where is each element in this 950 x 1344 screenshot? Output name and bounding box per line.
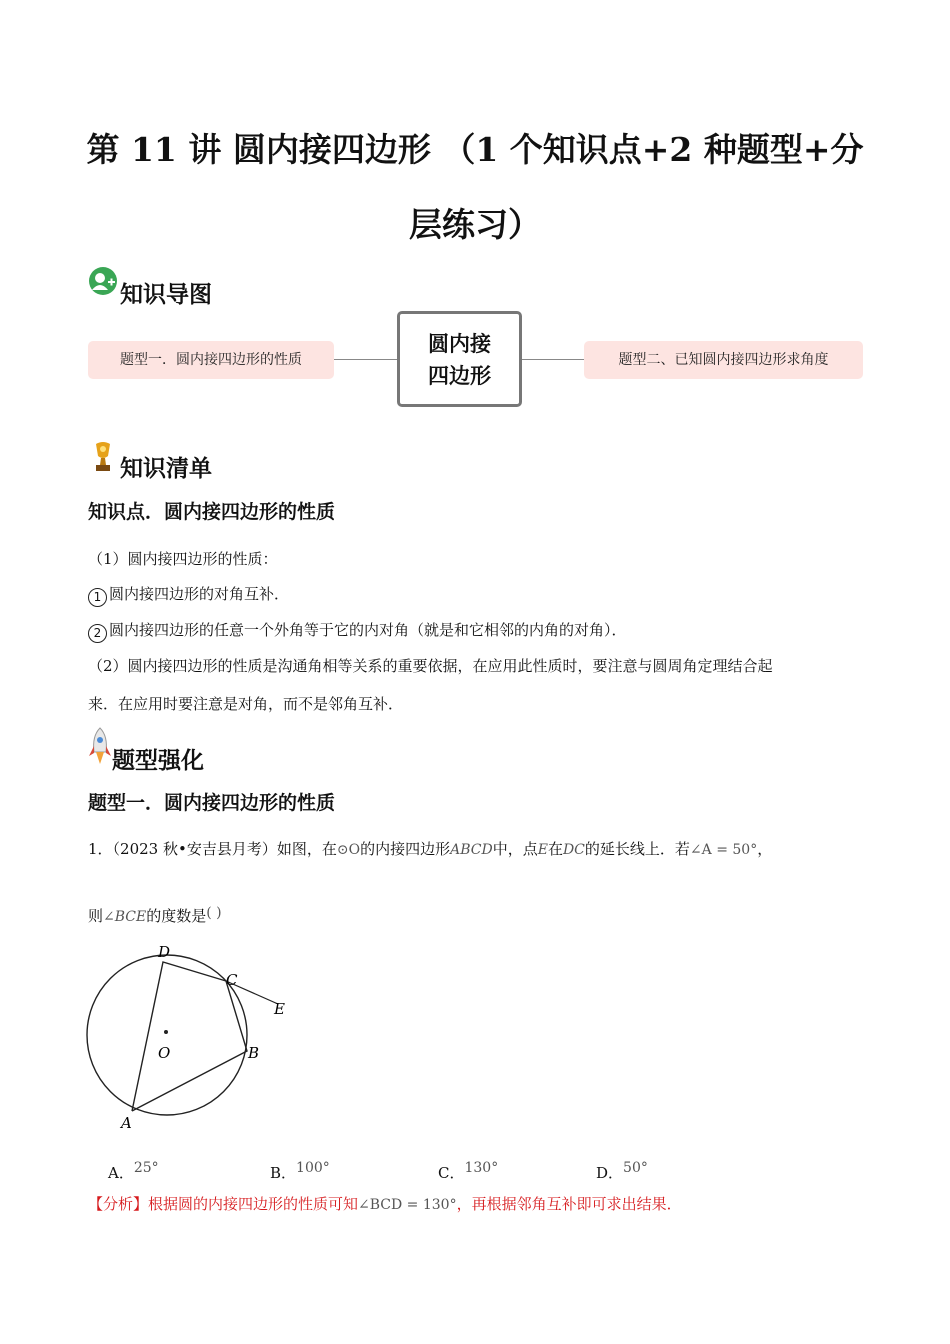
knowledge-item-2-text: 圆内接四边形的任意一个外角等于它的内对角（就是和它相邻的内角的对角）． <box>109 621 627 639</box>
title-line-2: 层练习） <box>409 205 541 244</box>
segment-dc: DC <box>562 842 585 858</box>
question-text: 在 <box>547 840 563 858</box>
label-e: E <box>274 1000 285 1018</box>
analysis-line <box>88 1194 682 1215</box>
option-a-label: A． <box>108 1164 134 1182</box>
question-source: （2023 秋•安吉县月考）如图，在 <box>112 840 337 858</box>
trophy-icon <box>90 440 116 474</box>
angle-bce: ∠BCE <box>103 909 147 925</box>
user-plus-icon <box>88 266 120 298</box>
angle-a-value: ∠A = 50° <box>689 842 758 858</box>
question-line-1 <box>88 839 772 860</box>
answer-paren: ( ) <box>206 905 222 921</box>
mindmap-connector-right <box>522 359 584 360</box>
knowledge-item-1 <box>88 584 289 607</box>
option-b[interactable] <box>270 1158 330 1183</box>
mindmap-center-node <box>397 311 522 407</box>
analysis-suffix: ，再根据邻角互补即可求出结果． <box>456 1195 682 1213</box>
label-d: D <box>158 943 171 961</box>
type-1-title: 题型一．圆内接四边形的性质 <box>88 792 336 814</box>
question-text: 中，点 <box>492 840 538 858</box>
option-b-label: B． <box>270 1164 297 1182</box>
quad-abcd: ABCD <box>450 842 493 858</box>
circled-number-1: 1 <box>88 588 107 607</box>
question-number: 1． <box>88 840 113 858</box>
mindmap-center-line-2: 四边形 <box>428 364 491 388</box>
analysis-prefix: 【分析】根据圆的内接四边形的性质可知 <box>88 1195 359 1213</box>
mindmap-connector-left <box>334 359 398 360</box>
question-line-2 <box>88 903 222 927</box>
point-e: E <box>537 842 548 858</box>
option-c[interactable] <box>438 1158 498 1183</box>
mindmap-right-node: 题型二、已知圆内接四边形求角度 <box>584 341 863 379</box>
question-text: ， <box>757 840 773 858</box>
rocket-icon <box>88 726 112 766</box>
circle-o <box>87 955 247 1115</box>
knowledge-item-2 <box>88 620 627 643</box>
practice-heading: 题型强化 <box>112 748 204 774</box>
question-text: 的延长线上．若 <box>584 840 690 858</box>
circled-number-2: 2 <box>88 624 107 643</box>
option-d[interactable] <box>596 1158 648 1183</box>
option-b-value: 100° <box>296 1160 330 1176</box>
label-c: C <box>226 971 238 989</box>
option-a[interactable] <box>108 1158 159 1183</box>
circle-o-symbol: ⊙O <box>336 842 361 858</box>
circle-figure <box>80 935 300 1135</box>
mindmap-left-node: 题型一．圆内接四边形的性质 <box>88 341 334 379</box>
option-d-label: D． <box>596 1164 624 1182</box>
knowledge-point-title: 知识点．圆内接四边形的性质 <box>88 501 336 523</box>
mindmap-center-line-1: 圆内接 <box>428 332 491 356</box>
page-title <box>60 112 890 262</box>
option-a-value: 25° <box>133 1160 159 1176</box>
option-d-value: 50° <box>623 1160 648 1176</box>
center-point <box>164 1030 168 1034</box>
mindmap-heading: 知识导图 <box>120 282 212 308</box>
option-c-label: C． <box>438 1164 465 1182</box>
label-b: B <box>248 1044 260 1062</box>
label-a: A <box>121 1114 132 1132</box>
knowledge-p2-line-1: （2）圆内接四边形的性质是沟通角相等关系的重要依据，在应用此性质时，要注意与圆周角定理结合起 <box>88 657 773 675</box>
knowledge-p1: （1）圆内接四边形的性质： <box>88 550 278 568</box>
question-text: 的度数是 <box>146 907 207 925</box>
question-text: 则 <box>88 907 104 925</box>
label-o: O <box>158 1044 171 1062</box>
analysis-angle-bcd: ∠BCD = 130° <box>358 1197 457 1213</box>
option-c-value: 130° <box>464 1160 499 1176</box>
knowledge-item-1-text: 圆内接四边形的对角互补． <box>109 585 290 603</box>
knowledge-heading: 知识清单 <box>120 456 212 482</box>
question-text: 的内接四边形 <box>360 840 451 858</box>
knowledge-p2-line-2: 来．在应用时要注意是对角，而不是邻角互补． <box>88 695 404 713</box>
title-line-1: 第 11 讲 圆内接四边形 （1 个知识点+2 种题型+分 <box>86 130 864 169</box>
